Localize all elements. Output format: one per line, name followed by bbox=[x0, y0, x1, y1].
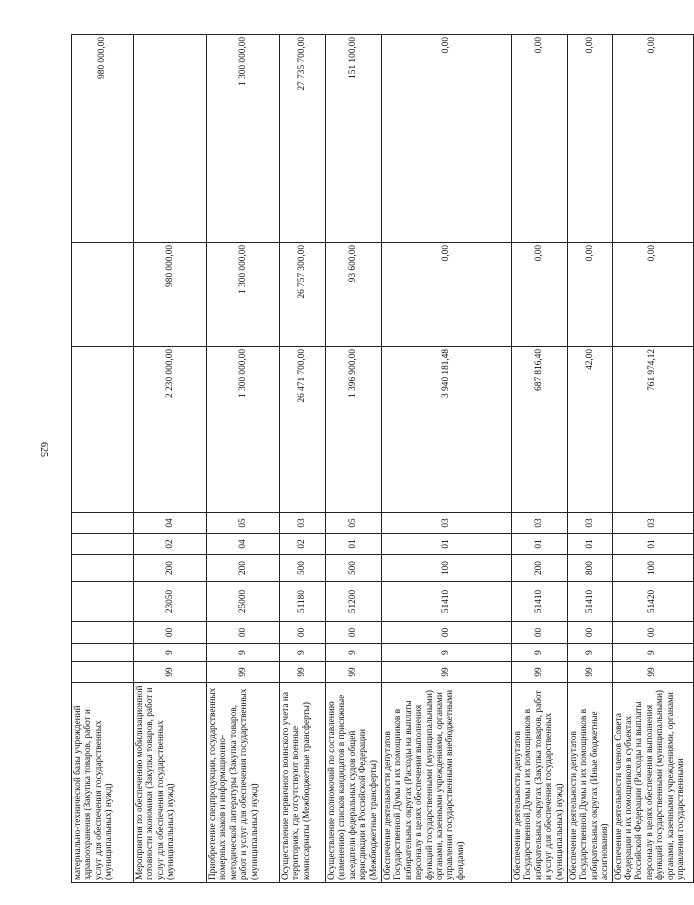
code-cell bbox=[72, 644, 134, 662]
amount-cell: 42,00 bbox=[568, 347, 613, 513]
code-cell bbox=[72, 555, 134, 582]
amount-cell: 687 816,40 bbox=[512, 347, 568, 513]
amount-cell: 761 974,12 bbox=[612, 347, 693, 513]
table-body bbox=[72, 35, 694, 883]
code-cell: 9 bbox=[612, 644, 693, 662]
amount-cell: 2 230 000,00 bbox=[134, 347, 207, 513]
table-row bbox=[72, 35, 134, 883]
amount-cell: 0,00 bbox=[382, 35, 512, 243]
code-cell: 99 bbox=[512, 662, 568, 683]
code-cell: 9 bbox=[280, 644, 326, 662]
row-name-cell: Обеспечение деятельности депутатов Государственной Думы и их помощников в избирательных округах (Закупка товаров, работ и услуг для обеспечения государственных (муниципальных) нужд) bbox=[512, 683, 568, 883]
code-cell: 03 bbox=[382, 513, 512, 534]
code-cell bbox=[72, 622, 134, 644]
amount-cell: 26 757 300,00 bbox=[280, 243, 326, 347]
code-cell: 9 bbox=[134, 644, 207, 662]
code-cell: 05 bbox=[207, 513, 280, 534]
row-name-cell: Обеспечение деятельности депутатов Государственной Думы и их помощников в избирательных округах (Расходы на выплаты персоналу в целях обеспечения выполнения функций государственными (муниципальными) органами, казенными учреждениями, органами управления государственными внебюджетными фондами) bbox=[382, 683, 512, 883]
code-cell: 500 bbox=[326, 555, 382, 582]
code-cell: 200 bbox=[512, 555, 568, 582]
amount-cell: 1 300 000,00 bbox=[207, 35, 280, 243]
code-cell: 04 bbox=[207, 534, 280, 555]
amount-cell bbox=[72, 243, 134, 347]
amount-cell: 26 471 700,00 bbox=[280, 347, 326, 513]
code-cell: 25000 bbox=[207, 582, 280, 622]
row-name-cell: Осуществление первичного воинского учета на территориях, где отсутствуют военные комиссариаты (Межбюджетные трансферты) bbox=[280, 683, 326, 883]
code-cell: 9 bbox=[382, 644, 512, 662]
code-cell bbox=[72, 513, 134, 534]
code-cell: 00 bbox=[612, 622, 693, 644]
code-cell: 03 bbox=[612, 513, 693, 534]
amount-cell: 151 100,00 bbox=[326, 35, 382, 243]
code-cell: 00 bbox=[568, 622, 613, 644]
table-row bbox=[207, 35, 280, 883]
table-row bbox=[568, 35, 613, 883]
amount-cell: 980 000,00 bbox=[72, 35, 134, 243]
amount-cell: 0,00 bbox=[568, 243, 613, 347]
code-cell: 99 bbox=[382, 662, 512, 683]
code-cell: 00 bbox=[280, 622, 326, 644]
code-cell: 99 bbox=[612, 662, 693, 683]
code-cell: 51420 bbox=[612, 582, 693, 622]
amount-cell: 0,00 bbox=[612, 35, 693, 243]
code-cell bbox=[72, 534, 134, 555]
code-cell: 01 bbox=[382, 534, 512, 555]
code-cell: 99 bbox=[568, 662, 613, 683]
table-row bbox=[612, 35, 693, 883]
code-cell: 200 bbox=[134, 555, 207, 582]
amount-cell bbox=[72, 347, 134, 513]
code-cell: 00 bbox=[134, 622, 207, 644]
code-cell: 03 bbox=[568, 513, 613, 534]
code-cell: 00 bbox=[326, 622, 382, 644]
code-cell: 100 bbox=[382, 555, 512, 582]
code-cell: 03 bbox=[280, 513, 326, 534]
code-cell: 03 bbox=[512, 513, 568, 534]
amount-cell: 0,00 bbox=[382, 243, 512, 347]
amount-cell: 3 940 181,48 bbox=[382, 347, 512, 513]
row-name-cell: Обеспечение деятельности членов Совета Федерации и их помощников в субъектах Российской Федерации (Расходы на выплаты персоналу в целях обеспечения выполнения функций государственными (муниципальными) органами, казенными учреждениями, органами управления государственными bbox=[612, 683, 693, 883]
code-cell: 51410 bbox=[568, 582, 613, 622]
code-cell: 9 bbox=[568, 644, 613, 662]
row-name-cell: Осуществление полномочий по составлению (изменению) списков кандидатов в присяжные заседатели федеральных судов общей юрисдикции в Российской Федерации (Межбюджетные трансферты) bbox=[326, 683, 382, 883]
code-cell: 99 bbox=[134, 662, 207, 683]
budget-table bbox=[71, 34, 694, 883]
code-cell: 00 bbox=[207, 622, 280, 644]
code-cell bbox=[72, 662, 134, 683]
code-cell: 02 bbox=[134, 534, 207, 555]
row-name-cell: Мероприятия по обеспечению мобилизационной готовности экономики (Закупка товаров, работ и услуг для обеспечения государственных (муниципальных) нужд) bbox=[134, 683, 207, 883]
code-cell: 800 bbox=[568, 555, 613, 582]
code-cell: 02 bbox=[280, 534, 326, 555]
table-row bbox=[280, 35, 326, 883]
code-cell: 51200 bbox=[326, 582, 382, 622]
amount-cell bbox=[134, 35, 207, 243]
code-cell: 9 bbox=[207, 644, 280, 662]
code-cell: 01 bbox=[512, 534, 568, 555]
row-name-cell: Приобретение спецпродукции, государственных номерных знаков и информационно-методической литературы (Закупка товаров, работ и услуг для обеспечения государственных (муниципальных) нужд) bbox=[207, 683, 280, 883]
code-cell: 51410 bbox=[382, 582, 512, 622]
code-cell: 00 bbox=[512, 622, 568, 644]
amount-cell: 27 735 700,00 bbox=[280, 35, 326, 243]
table-row bbox=[326, 35, 382, 883]
code-cell: 9 bbox=[326, 644, 382, 662]
code-cell: 99 bbox=[280, 662, 326, 683]
amount-cell: 0,00 bbox=[568, 35, 613, 243]
code-cell: 01 bbox=[612, 534, 693, 555]
code-cell: 9 bbox=[512, 644, 568, 662]
code-cell: 51180 bbox=[280, 582, 326, 622]
code-cell: 99 bbox=[326, 662, 382, 683]
amount-cell: 93 600,00 bbox=[326, 243, 382, 347]
amount-cell: 1 396 900,00 bbox=[326, 347, 382, 513]
code-cell: 01 bbox=[326, 534, 382, 555]
code-cell: 200 bbox=[207, 555, 280, 582]
table-row bbox=[382, 35, 512, 883]
code-cell: 100 bbox=[612, 555, 693, 582]
code-cell: 05 bbox=[326, 513, 382, 534]
budget-table-sheet bbox=[71, 35, 687, 883]
row-name-cell: Обеспечение деятельности депутатов Государственной Думы и их помощников в избирательных округах (Иные бюджетные ассигнования) bbox=[568, 683, 613, 883]
code-cell: 51410 bbox=[512, 582, 568, 622]
rotated-page bbox=[71, 35, 687, 883]
amount-cell: 0,00 bbox=[512, 35, 568, 243]
table-row bbox=[134, 35, 207, 883]
page-number: 625 bbox=[38, 442, 49, 457]
code-cell: 500 bbox=[280, 555, 326, 582]
code-cell: 00 bbox=[382, 622, 512, 644]
code-cell: 01 bbox=[568, 534, 613, 555]
code-cell: 99 bbox=[207, 662, 280, 683]
code-cell: 23050 bbox=[134, 582, 207, 622]
amount-cell: 1 300 000,00 bbox=[207, 347, 280, 513]
code-cell: 04 bbox=[134, 513, 207, 534]
table-row bbox=[512, 35, 568, 883]
row-name-cell: материально-технической базы учреждений здравоохранения (Закупка товаров, работ и услуг для обеспечения государственных (муниципальных) нужд) bbox=[72, 683, 134, 883]
amount-cell: 1 300 000,00 bbox=[207, 243, 280, 347]
amount-cell: 0,00 bbox=[612, 243, 693, 347]
amount-cell: 980 000,00 bbox=[134, 243, 207, 347]
amount-cell: 0,00 bbox=[512, 243, 568, 347]
code-cell bbox=[72, 582, 134, 622]
